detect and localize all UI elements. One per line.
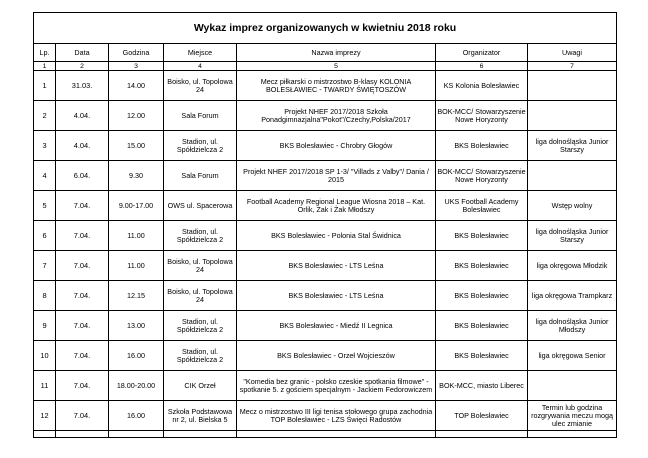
- row-time: 9.00-17.00: [109, 191, 164, 221]
- row-time: 15.00: [109, 131, 164, 161]
- event-list-sheet: [33, 12, 616, 438]
- row-place: OWS ul. Spacerowa: [164, 191, 237, 221]
- table-row: [34, 401, 617, 431]
- row-event-name: "Komedia bez granic - polsko czeskie spotkania filmowe" - spotkanie 5. z gościem specjalnym - Jackiem Fedorowiczem: [237, 371, 436, 401]
- row-date: 6.04.: [56, 161, 109, 191]
- row-notes: [528, 101, 617, 131]
- header-data: Data: [56, 44, 109, 62]
- column-number: 7: [528, 62, 617, 71]
- header-miejsce: Miejsce: [164, 44, 237, 62]
- row-time: 11.00: [109, 221, 164, 251]
- row-date: 7.04.: [56, 251, 109, 281]
- row-lp: 6: [34, 221, 56, 251]
- row-place: Boisko, ul. Topolowa 24: [164, 251, 237, 281]
- row-event-name: BKS Bolesławiec - LTS Leśna: [237, 281, 436, 311]
- row-event-name: BKS Bolesławiec - LTS Leśna: [237, 251, 436, 281]
- row-notes: liga okręgowa Młodzik: [528, 251, 617, 281]
- row-lp: 8: [34, 281, 56, 311]
- row-notes: [528, 161, 617, 191]
- empty-cell: [436, 431, 528, 438]
- row-event-name: Mecz o mistrzostwo III ligi tenisa stołowego grupa zachodnia TOP Bolesławiec - LZS Święci Radostów: [237, 401, 436, 431]
- header-godzina: Godzina: [109, 44, 164, 62]
- row-lp: 9: [34, 311, 56, 341]
- row-time: 12.00: [109, 101, 164, 131]
- row-notes: [528, 371, 617, 401]
- row-place: Stadion, ul. Spółdzielcza 2: [164, 131, 237, 161]
- table-row: [34, 131, 617, 161]
- row-place: Boisko, ul. Topolowa 24: [164, 281, 237, 311]
- row-notes: liga okręgowa Trampkarz: [528, 281, 617, 311]
- table-row: [34, 341, 617, 371]
- event-table: [33, 12, 617, 438]
- column-number: 2: [56, 62, 109, 71]
- row-place: Stadion, ul. Spółdzielcza 2: [164, 221, 237, 251]
- empty-row: [34, 431, 617, 438]
- row-place: Boisko, ul. Topolowa 24: [164, 71, 237, 101]
- table-row: [34, 371, 617, 401]
- row-lp: 7: [34, 251, 56, 281]
- row-organizer: BKS Bolesławiec: [436, 281, 528, 311]
- row-notes: liga okręgowa Senior: [528, 341, 617, 371]
- row-time: 12.15: [109, 281, 164, 311]
- row-event-name: Projekt NHEF 2017/2018 SP 1-3/ "Villads z Valby"/ Dania / 2015: [237, 161, 436, 191]
- header-row: [34, 44, 617, 62]
- column-number-row: [34, 62, 617, 71]
- row-notes: liga dolnośląska Junior Starszy: [528, 221, 617, 251]
- column-number: 5: [237, 62, 436, 71]
- row-organizer: TOP Bolesławiec: [436, 401, 528, 431]
- row-event-name: BKS Bolesławiec - Chrobry Głogów: [237, 131, 436, 161]
- row-lp: 11: [34, 371, 56, 401]
- row-date: 31.03.: [56, 71, 109, 101]
- row-event-name: Mecz piłkarski o mistrzostwo B-klasy KOLONIA BOLESŁAWIEC - TWARDY ŚWIĘTOSZÓW: [237, 71, 436, 101]
- empty-cell: [528, 431, 617, 438]
- title-row: [34, 13, 617, 44]
- empty-cell: [109, 431, 164, 438]
- row-lp: 3: [34, 131, 56, 161]
- table-row: [34, 221, 617, 251]
- row-time: 9.30: [109, 161, 164, 191]
- row-lp: 1: [34, 71, 56, 101]
- table-row: [34, 251, 617, 281]
- row-notes: Termin lub godzina rozgrywania meczu mogą ulec zmianie: [528, 401, 617, 431]
- row-notes: liga dolnośląska Junior Starszy: [528, 131, 617, 161]
- empty-cell: [237, 431, 436, 438]
- row-organizer: BKS Bolesławiec: [436, 131, 528, 161]
- header-nazwa: Nazwa imprezy: [237, 44, 436, 62]
- row-lp: 4: [34, 161, 56, 191]
- row-event-name: BKS Bolesławiec - Miedź II Legnica: [237, 311, 436, 341]
- page-title: Wykaz imprez organizowanych w kwietniu 2018 roku: [34, 13, 617, 44]
- header-uwagi: Uwagi: [528, 44, 617, 62]
- column-number: 6: [436, 62, 528, 71]
- row-date: 7.04.: [56, 221, 109, 251]
- empty-cell: [56, 431, 109, 438]
- row-organizer: KS Kolonia Bolesławiec: [436, 71, 528, 101]
- row-date: 7.04.: [56, 401, 109, 431]
- row-organizer: UKS Football Academy Bolesławiec: [436, 191, 528, 221]
- row-place: Szkoła Podstawowa nr 2, ul. Bielska 5: [164, 401, 237, 431]
- row-organizer: BOK-MCC/ Stowarzyszenie Nowe Horyzonty: [436, 101, 528, 131]
- row-date: 4.04.: [56, 131, 109, 161]
- table-row: [34, 101, 617, 131]
- row-place: Stadion, ul. Spółdzielcza 2: [164, 341, 237, 371]
- empty-cell: [164, 431, 237, 438]
- table-row: [34, 281, 617, 311]
- row-place: Sala Forum: [164, 161, 237, 191]
- empty-cell: [34, 431, 56, 438]
- table-row: [34, 161, 617, 191]
- row-time: 16.00: [109, 401, 164, 431]
- row-event-name: BKS Bolesławiec - Orzeł Wojcieszów: [237, 341, 436, 371]
- row-organizer: BKS Bolesławiec: [436, 341, 528, 371]
- row-event-name: Football Academy Regional League Wiosna 2018 – Kat. Orlik, Żak i Żak Młodszy: [237, 191, 436, 221]
- row-lp: 10: [34, 341, 56, 371]
- row-lp: 12: [34, 401, 56, 431]
- row-organizer: BOK-MCC, miasto Liberec: [436, 371, 528, 401]
- row-date: 7.04.: [56, 341, 109, 371]
- row-lp: 2: [34, 101, 56, 131]
- row-time: 18.00-20.00: [109, 371, 164, 401]
- row-lp: 5: [34, 191, 56, 221]
- row-date: 7.04.: [56, 311, 109, 341]
- row-date: 7.04.: [56, 281, 109, 311]
- row-organizer: BKS Bolesławiec: [436, 221, 528, 251]
- row-organizer: BKS Bolesławiec: [436, 251, 528, 281]
- table-row: [34, 311, 617, 341]
- table-row: [34, 191, 617, 221]
- column-number: 3: [109, 62, 164, 71]
- row-event-name: Projekt NHEF 2017/2018 Szkoła Ponadgimnazjalna"Pokot"/Czechy,Polska/2017: [237, 101, 436, 131]
- row-notes: liga dolnośląska Junior Młodszy: [528, 311, 617, 341]
- row-notes: Wstęp wolny: [528, 191, 617, 221]
- column-number: 4: [164, 62, 237, 71]
- header-organizator: Organizator: [436, 44, 528, 62]
- row-place: Sala Forum: [164, 101, 237, 131]
- row-date: 7.04.: [56, 191, 109, 221]
- row-time: 11.00: [109, 251, 164, 281]
- row-time: 16.00: [109, 341, 164, 371]
- row-time: 14.00: [109, 71, 164, 101]
- row-date: 7.04.: [56, 371, 109, 401]
- header-lp: Lp.: [34, 44, 56, 62]
- table-row: [34, 71, 617, 101]
- row-organizer: BKS Bolesławiec: [436, 311, 528, 341]
- row-organizer: BOK-MCC/ Stowarzyszenie Nowe Horyzonty: [436, 161, 528, 191]
- row-place: CIK Orzeł: [164, 371, 237, 401]
- row-notes: [528, 71, 617, 101]
- row-date: 4.04.: [56, 101, 109, 131]
- column-number: 1: [34, 62, 56, 71]
- row-event-name: BKS Bolesławiec - Polonia Stal Świdnica: [237, 221, 436, 251]
- row-place: Stadion, ul. Spółdzielcza 2: [164, 311, 237, 341]
- row-time: 13.00: [109, 311, 164, 341]
